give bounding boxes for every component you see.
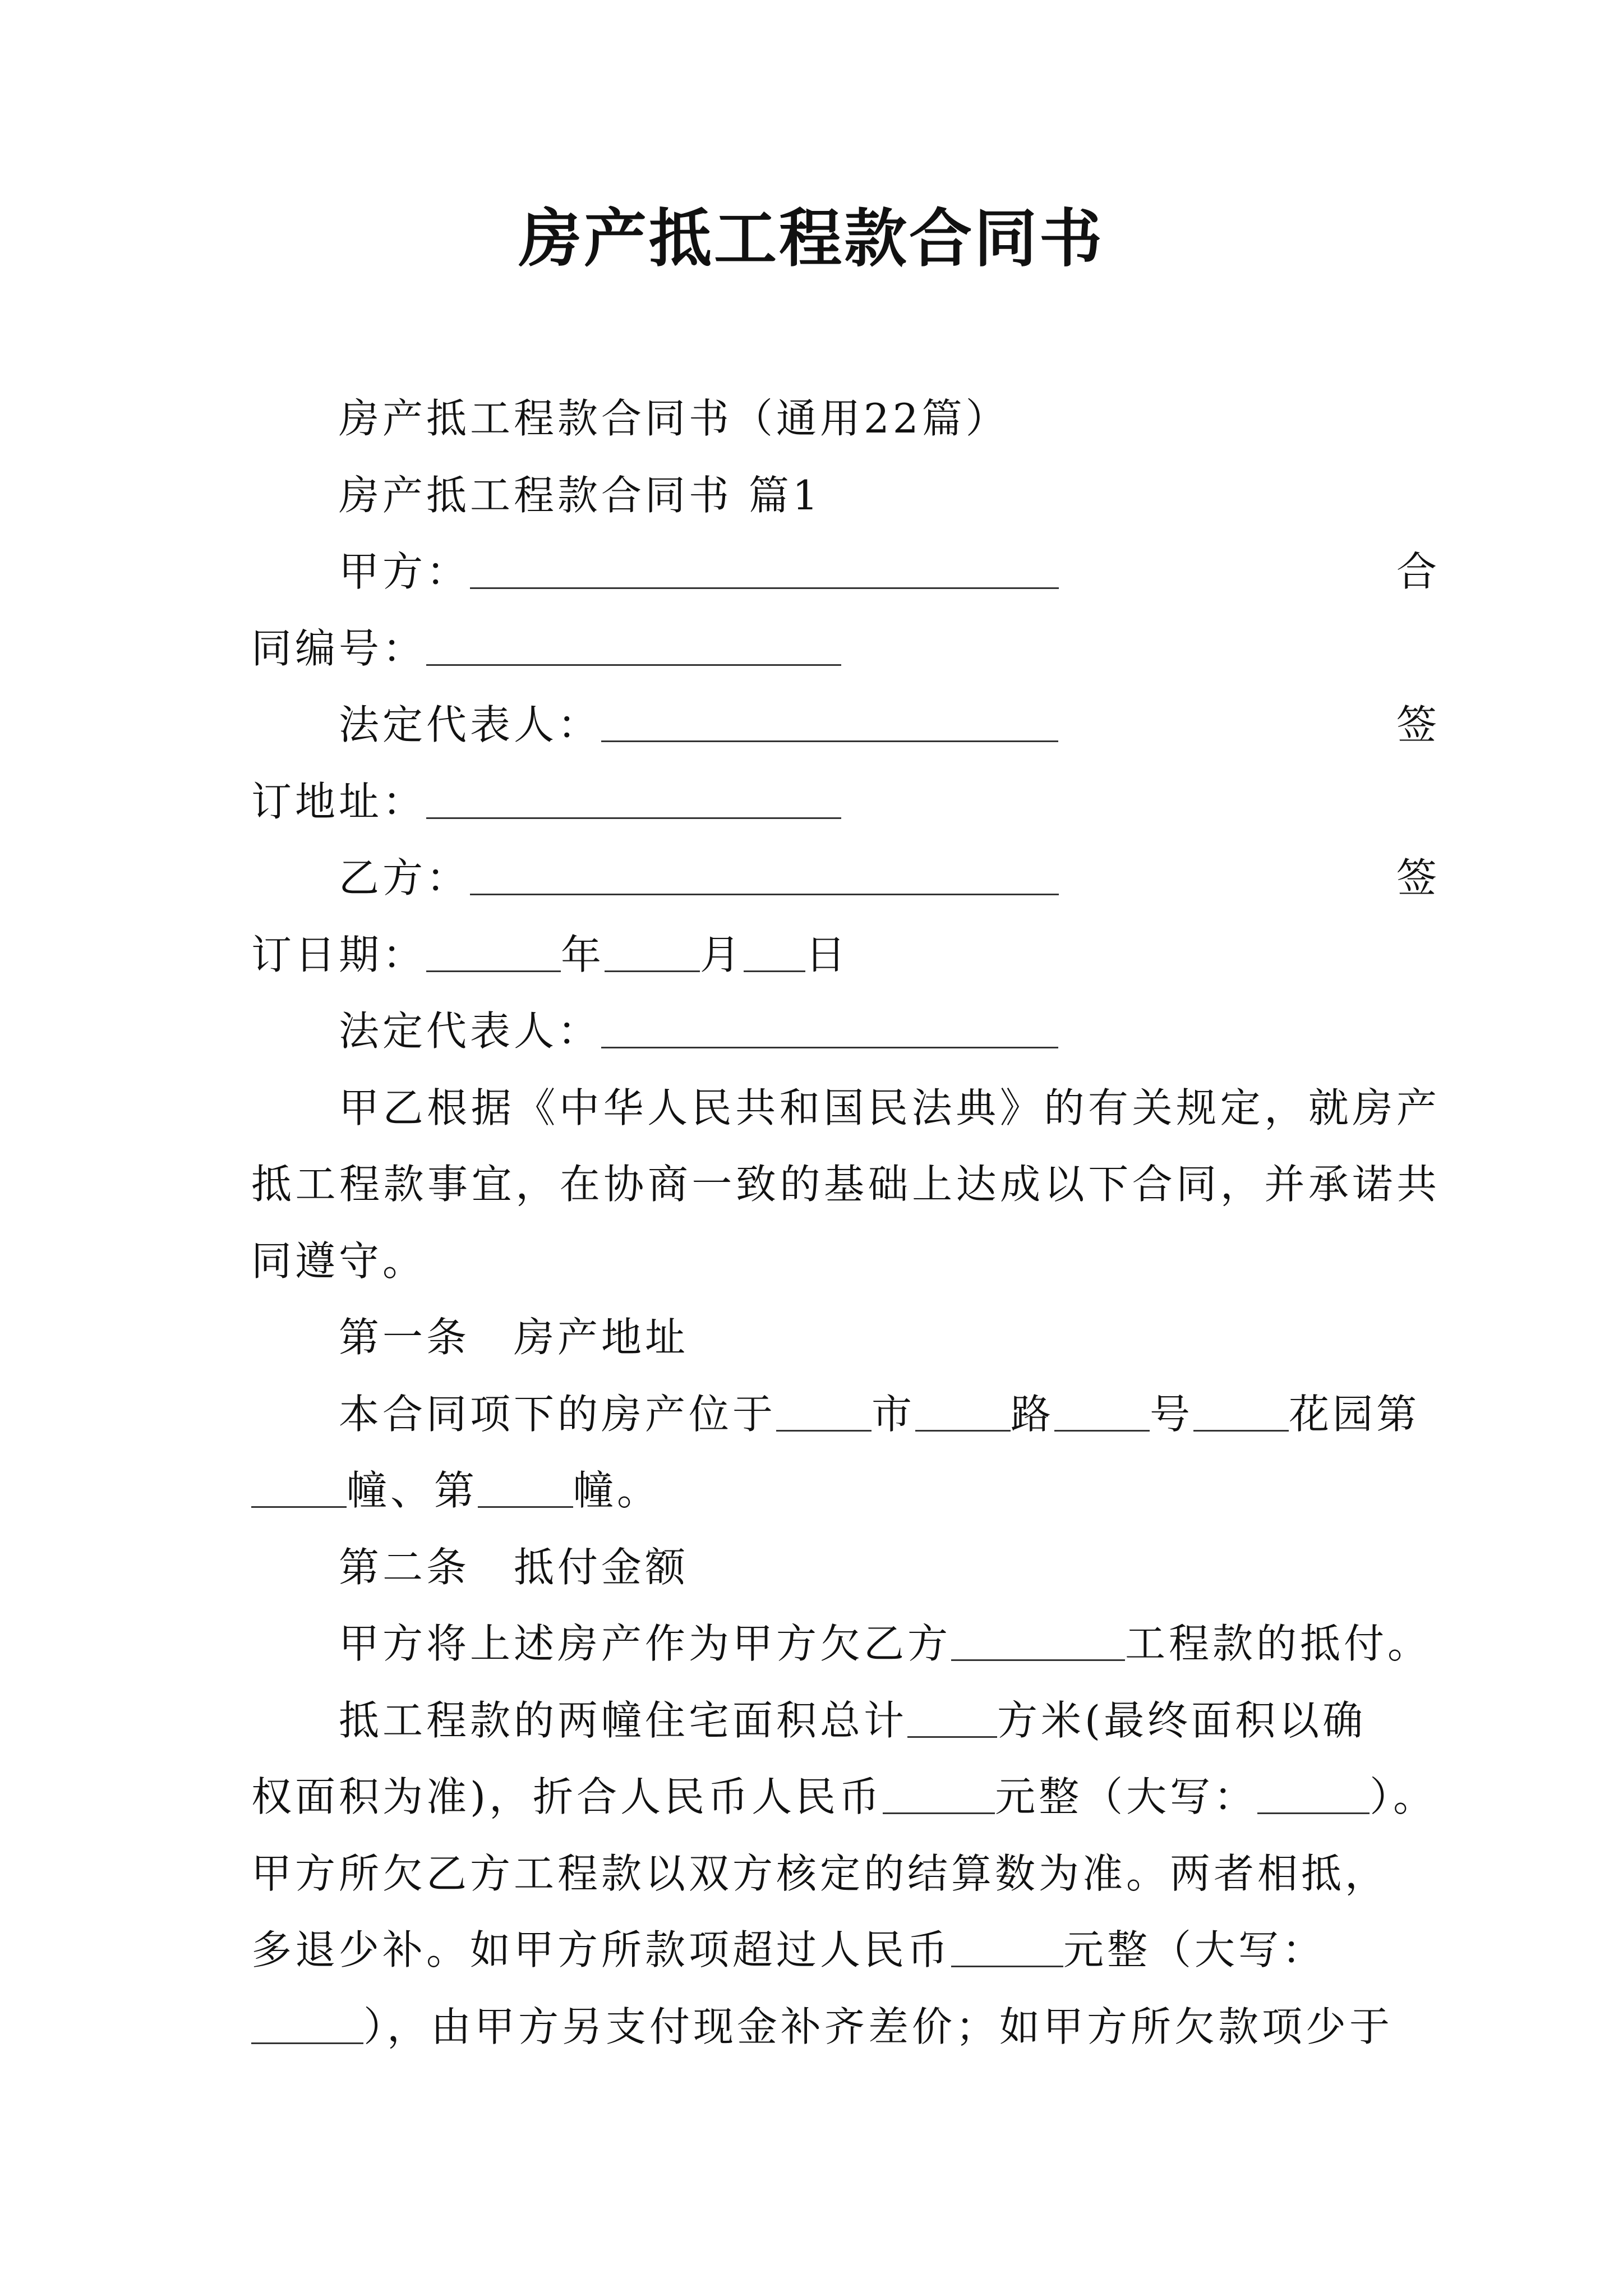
garden-blank — [1193, 1394, 1289, 1432]
document-title: 房产抵工程款合同书 — [519, 202, 1104, 275]
party-b-label: 乙方： — [339, 854, 471, 901]
debt-amount-blank — [951, 1623, 1125, 1661]
legal-rep-a-blank — [601, 705, 1058, 742]
contract-no-blank — [426, 628, 841, 666]
article-1-line-1 — [251, 1376, 1440, 1453]
sign-date-label: 订日期： — [251, 931, 427, 978]
sign-place-blank — [426, 781, 841, 819]
article-2-text-4: 方米(最终面积以确 — [997, 1696, 1367, 1744]
garden-label: 花园第 — [1289, 1390, 1421, 1438]
legal-rep-a-line — [251, 687, 1440, 763]
article-2-line-2 — [251, 1682, 1440, 1759]
rmb-amount-blank — [883, 1777, 995, 1814]
sign-date-label-start: 签 — [1396, 854, 1440, 901]
day-blank — [744, 935, 805, 972]
contract-no-line — [251, 610, 1440, 687]
legal-rep-b-label: 法定代表人： — [339, 1007, 602, 1055]
area-blank — [907, 1700, 997, 1738]
sign-place-label-start: 签 — [1396, 701, 1440, 748]
month-blank — [605, 935, 700, 972]
rmb-capital-blank — [1257, 1777, 1370, 1814]
city-label: 市 — [872, 1390, 916, 1438]
article-2-text-2: 工程款的抵付。 — [1125, 1620, 1432, 1667]
article-2-text-3: 抵工程款的两幢住宅面积总计 — [339, 1696, 908, 1744]
article-2-text-6: 元整（大写： — [995, 1773, 1258, 1820]
excess-capital-blank — [251, 2007, 363, 2044]
building-1-blank — [251, 1470, 347, 1508]
document-subtitle: 房产抵工程款合同书（通用22篇） — [339, 395, 1009, 442]
legal-rep-b-line — [251, 993, 1440, 1070]
year-label: 年 — [561, 931, 605, 978]
legal-rep-b-blank — [601, 1011, 1058, 1048]
excess-amount-blank — [951, 1930, 1063, 1967]
party-a-blank — [470, 551, 1059, 589]
article-2-line-3 — [251, 1759, 1440, 1835]
party-a-line — [251, 533, 1440, 610]
number-label: 号 — [1150, 1390, 1194, 1438]
article-2-text-10: ），由甲方另支付现金补齐差价；如甲方所欠款项少于 — [363, 2003, 1394, 2050]
party-a-label: 甲方： — [339, 548, 471, 595]
city-blank — [776, 1394, 872, 1432]
article-2-text-9: 元整（大写： — [1063, 1926, 1326, 1973]
article-2-heading: 第二条 抵付金额 — [339, 1543, 689, 1591]
building-2-label: 幢。 — [573, 1467, 661, 1514]
legal-rep-a-label: 法定代表人： — [339, 701, 602, 748]
article-2-line-1 — [251, 1605, 1440, 1682]
contract-no-label-start: 合 — [1396, 548, 1440, 595]
building-2-blank — [478, 1470, 573, 1508]
month-label: 月 — [700, 931, 744, 978]
article-2-text-5: 权面积为准)，折合人民币人民币 — [251, 1773, 883, 1820]
article-1-text: 本合同项下的房产位于 — [339, 1390, 777, 1438]
party-b-line — [251, 840, 1440, 917]
article-2-text-1: 甲方将上述房产作为甲方欠乙方 — [339, 1620, 952, 1667]
contract-no-label: 同编号： — [251, 624, 427, 672]
road-blank — [915, 1394, 1011, 1432]
sign-place-label: 订地址： — [251, 777, 427, 825]
party-b-blank — [470, 858, 1059, 895]
road-label: 路 — [1011, 1390, 1055, 1438]
sign-place-line — [251, 763, 1440, 840]
article-2-text-8: 多退少补。如甲方所款项超过人民币 — [251, 1926, 952, 1973]
day-label: 日 — [805, 931, 850, 978]
article-2-line-4: 甲方所欠乙方工程款以双方核定的结算数为准。两者相抵， — [251, 1849, 1389, 1897]
part-heading: 房产抵工程款合同书 篇1 — [339, 471, 822, 519]
article-1-line-2 — [251, 1452, 1440, 1529]
intro-paragraph: 甲乙根据《中华人民共和国民法典》的有关规定，就房产抵工程款事宜，在协商一致的基础上达成以下合同，并承诺共同遵守。 — [251, 1084, 1440, 1285]
article-2-line-5 — [251, 1912, 1440, 1989]
document-body — [251, 380, 1440, 2065]
article-1-heading: 第一条 房产地址 — [339, 1314, 689, 1361]
article-2-text-7: ）。 — [1370, 1773, 1437, 1820]
year-blank — [426, 935, 561, 972]
building-1-label: 幢、第 — [347, 1467, 478, 1514]
article-2-line-6 — [251, 1989, 1440, 2065]
number-blank — [1054, 1394, 1150, 1432]
sign-date-line — [251, 917, 1440, 993]
